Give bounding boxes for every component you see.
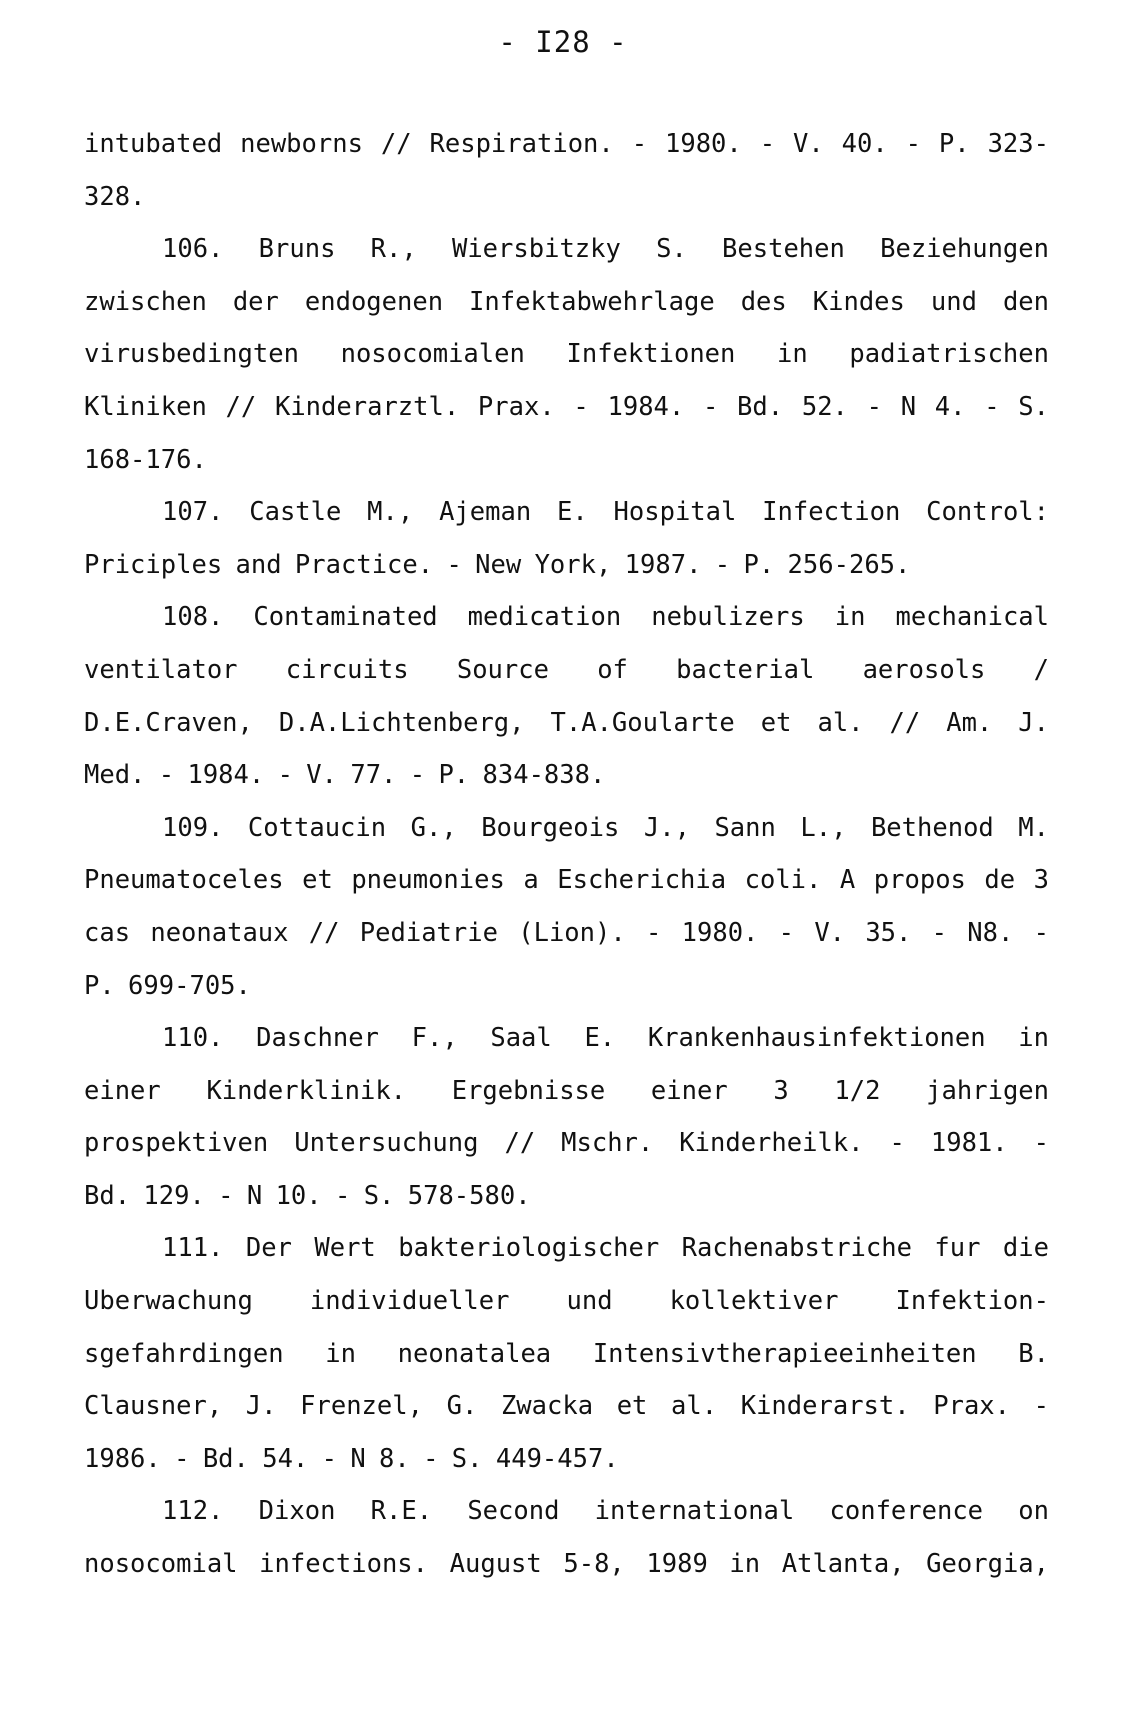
text-line: einer Kinderklinik. Ergebnisse einer 3 1/2 jahrigen <box>84 1075 1049 1106</box>
text-line: Bd. 129. - N 10. - S. 578-580. <box>84 1180 531 1211</box>
reference-106: 106. Bruns R., Wiersbitzky S. Bestehen Beziehungen <box>162 234 1049 265</box>
text-line: 328. <box>84 181 146 212</box>
text-line: ventilator circuits Source of bacterial aerosols / <box>84 654 1049 685</box>
reference-107: 107. Castle M., Ajeman E. Hospital Infection Control: <box>162 497 1049 528</box>
page-number: - I28 - <box>498 25 628 59</box>
reference-110: 110. Daschner F., Saal E. Krankenhausinfektionen in <box>162 1023 1049 1054</box>
reference-109: 109. Cottaucin G., Bourgeois J., Sann L., Bethenod M. <box>162 812 1049 843</box>
reference-108: 108. Contaminated medication nebulizers in mechanical <box>162 602 1049 633</box>
text-line: D.E.Craven, D.A.Lichtenberg, T.A.Goularte et al. // Am. J. <box>84 707 1049 738</box>
text-line: Clausner, J. Frenzel, G. Zwacka et al. Kinderarst. Prax. - <box>84 1391 1049 1422</box>
text-line: prospektiven Untersuchung // Mschr. Kinderheilk. - 1981. - <box>84 1128 1049 1159</box>
text-line: Uberwachung individueller und kollektiver Infektion- <box>84 1286 1049 1317</box>
text-line: 1986. - Bd. 54. - N 8. - S. 449-457. <box>84 1443 619 1474</box>
text-line: Priciples and Practice. - New York, 1987. - P. 256-265. <box>84 549 911 580</box>
bibliography-text <box>84 118 1049 1591</box>
text-line: cas neonataux // Pediatrie (Lion). - 1980. - V. 35. - N8. - <box>84 917 1049 948</box>
text-line: Pneumatoceles et pneumonies a Escherichia coli. A propos de 3 <box>84 865 1049 896</box>
text-line: 168-176. <box>84 444 207 475</box>
text-line: nosocomial infections. August 5-8, 1989 in Atlanta, Georgia, <box>84 1549 1049 1580</box>
reference-112: 112. Dixon R.E. Second international conference on <box>162 1496 1049 1527</box>
text-line: sgefahrdingen in neonatalea Intensivtherapieeinheiten B. <box>84 1338 1049 1369</box>
text-line: virusbedingten nosocomialen Infektionen in padiatrischen <box>84 339 1049 370</box>
text-line: Med. - 1984. - V. 77. - P. 834-838. <box>84 760 606 791</box>
text-line: Kliniken // Kinderarztl. Prax. - 1984. - Bd. 52. - N 4. - S. <box>84 391 1049 422</box>
text-line: P. 699-705. <box>84 970 251 1001</box>
text-line: zwischen der endogenen Infektabwehrlage des Kindes und den <box>84 286 1049 317</box>
reference-111: 111. Der Wert bakteriologischer Rachenabstriche fur die <box>162 1233 1049 1264</box>
text-line: intubated newborns // Respiration. - 1980. - V. 40. - P. 323- <box>84 129 1049 159</box>
